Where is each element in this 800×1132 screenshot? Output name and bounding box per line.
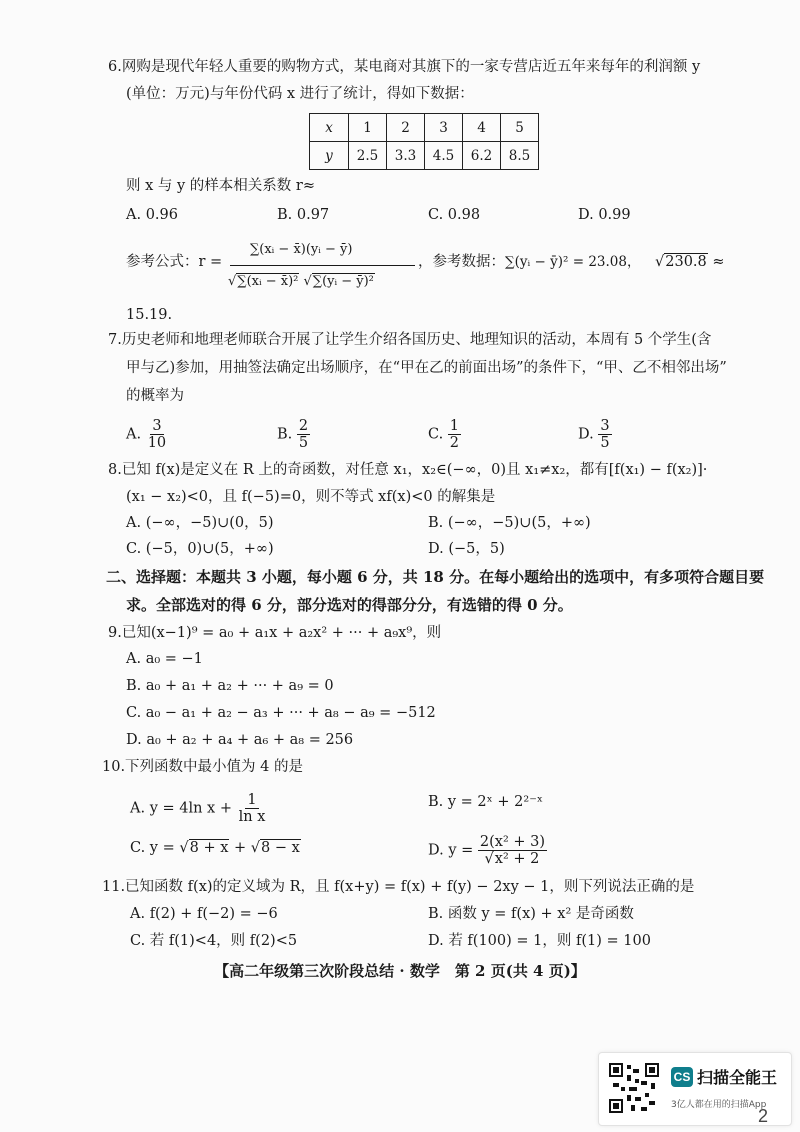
q9-stem: 9.已知(x−1)⁹ = a₀ + a₁x + a₂x² + ··· + a₉x⁹，则 [108, 625, 442, 641]
table-cell: 3.3 [387, 142, 425, 170]
q6-ref-sqrt: √230.8 ≈ [655, 254, 725, 270]
q6-option-c: C. 0.98 [428, 207, 481, 223]
q8-option-a: A. (−∞，−5)∪(0，5) [126, 515, 274, 531]
q7-line1: 7.历史老师和地理老师联合开展了让学生介绍各国历史、地理知识的活动，本周有 5 个学生(含 [108, 332, 712, 348]
q6-formula-numerator: ∑(xᵢ − x̄)(yᵢ − ȳ) [250, 242, 353, 257]
table-row [310, 114, 539, 142]
q8-line1: 8.已知 f(x)是定义在 R 上的奇函数，对任意 x₁，x₂∈(−∞，0)且 x₁≠x₂，都有[f(x₁) − f(x₂)]· [108, 462, 708, 478]
q6-ref-data: ∑(yᵢ − ȳ)² = 23.08， [505, 254, 641, 270]
q9-option-c: C. a₀ − a₁ + a₂ − a₃ + ··· + a₈ − a₉ = −512 [126, 705, 436, 721]
q8-option-c: C. (−5，0)∪(5，+∞) [126, 541, 274, 557]
q6-formula-label: 参考公式：r = [126, 254, 223, 270]
scanner-tagline: 3亿人都在用的扫描App [671, 1100, 767, 1110]
q6-line2: (单位：万元)与年份代码 x 进行了统计，得如下数据： [126, 86, 474, 102]
table-cell: 8.5 [501, 142, 539, 170]
section2-line1: 二、选择题：本题共 3 小题，每小题 6 分，共 18 分。在每小题给出的选项中，有多项符合题目要 [106, 568, 765, 586]
fraction-bar [230, 265, 415, 266]
cs-logo-icon: CS [671, 1067, 693, 1087]
table-cell: 5 [501, 114, 539, 142]
table-header-x: x [310, 114, 349, 142]
table-header-y: y [310, 142, 349, 170]
q8-option-b: B. (−∞，−5)∪(5，+∞) [428, 515, 591, 531]
q7-line2: 甲与乙)参加，用抽签法确定出场顺序，在“甲在乙的前面出场”的条件下，“甲、乙不相邻出场” [126, 360, 727, 376]
q8-line2: (x₁ − x₂)<0，且 f(−5)=0，则不等式 xf(x)<0 的解集是 [126, 489, 496, 505]
q11-option-c: C. 若 f(1)<4，则 f(2)<5 [130, 933, 298, 949]
q6-ref-value: 15.19. [126, 307, 173, 323]
table-cell: 4.5 [425, 142, 463, 170]
q11-stem: 11.已知函数 f(x)的定义域为 R，且 f(x+y) = f(x) + f(y) − 2xy − 1，则下列说法正确的是 [102, 879, 695, 895]
q6-option-a: A. 0.96 [126, 207, 178, 223]
q7-line3: 的概率为 [126, 388, 184, 404]
table-cell: 1 [349, 114, 387, 142]
table-cell: 2 [387, 114, 425, 142]
q7-option-b: B. $\frac{2}{5}$ [277, 418, 309, 451]
q6-option-d: D. 0.99 [578, 207, 631, 223]
table-cell: 2.5 [349, 142, 387, 170]
q10-option-d: D. y = $\frac{\text{2(x² + 3)}}{\text{√x² + 2}}$ [428, 834, 546, 867]
table-row [310, 142, 539, 170]
page-number: 2 [758, 1106, 769, 1126]
q10-stem: 10.下列函数中最小值为 4 的是 [102, 759, 304, 775]
page-footer: 【高二年级第三次阶段总结 · 数学 第 2 页(共 4 页)】 [214, 962, 586, 980]
q10-option-c: C. y = √8 + x + √8 − x [130, 840, 300, 856]
q10-option-b: B. y = 2ˣ + 2²⁻ˣ [428, 794, 544, 810]
q6-question: 则 x 与 y 的样本相关系数 r≈ [126, 178, 315, 194]
q9-option-d: D. a₀ + a₂ + a₄ + a₆ + a₈ = 256 [126, 732, 354, 748]
q6-line1: 6.网购是现代年轻人重要的购物方式，某电商对其旗下的一家专营店近五年来每年的利润额 y [108, 59, 701, 75]
table-cell: 6.2 [463, 142, 501, 170]
q7-option-a: A. $\frac{3}{10}$ [126, 418, 167, 451]
q9-option-b: B. a₀ + a₁ + a₂ + ··· + a₉ = 0 [126, 678, 334, 694]
section2-line2: 求。全部选对的得 6 分，部分选对的得部分分，有选错的得 0 分。 [126, 596, 573, 614]
q6-ref-label: ，参考数据： [418, 254, 505, 270]
q7-option-c: C. $\frac{1}{2}$ [428, 418, 460, 451]
q7-option-d: D. $\frac{3}{5}$ [578, 418, 610, 451]
qr-code-icon [609, 1063, 659, 1113]
table-cell: 4 [463, 114, 501, 142]
q11-option-d: D. 若 f(100) = 1，则 f(1) = 100 [428, 933, 651, 949]
scanner-brand: 扫描全能王 [697, 1068, 778, 1087]
q6-formula-denominator: √∑(xᵢ − x̄)² √∑(yᵢ − ȳ)² [228, 274, 374, 289]
q6-data-table [309, 113, 539, 170]
q11-option-b: B. 函数 y = f(x) + x² 是奇函数 [428, 906, 634, 922]
q11-option-a: A. f(2) + f(−2) = −6 [130, 906, 278, 922]
q9-option-a: A. a₀ = −1 [126, 651, 203, 667]
q6-option-b: B. 0.97 [277, 207, 330, 223]
table-cell: 3 [425, 114, 463, 142]
q8-option-d: D. (−5，5) [428, 541, 505, 557]
q10-option-a: A. y = 4ln x + $\frac{1}{\text{ln x}}$ [130, 792, 266, 825]
